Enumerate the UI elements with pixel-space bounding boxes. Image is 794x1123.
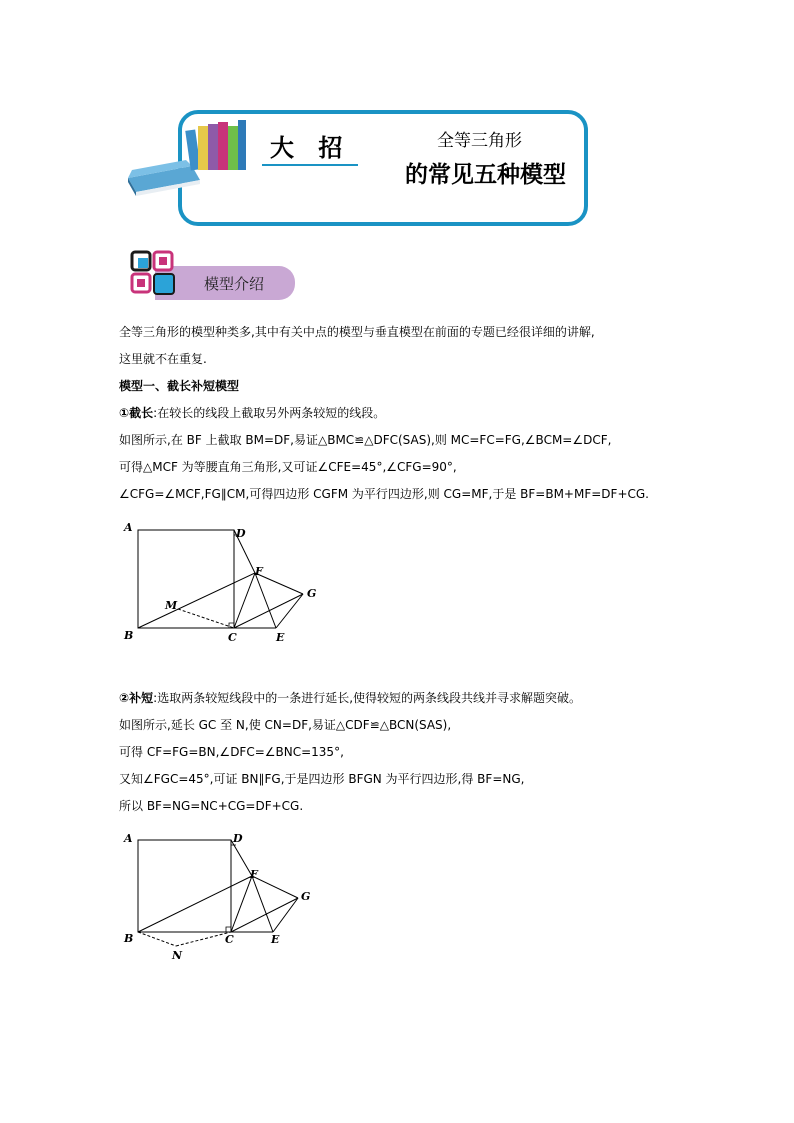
banner-divider — [262, 164, 358, 166]
cut-line-3: ∠CFG=∠MCF,FG∥CM,可得四边形 CGFM 为平行四边形,则 CG=MF,于是 BF=BM+MF=DF+CG. — [119, 487, 649, 501]
fig2-label-N: N — [172, 949, 183, 962]
extend-line-1: 如图所示,延长 GC 至 N,使 CN=DF,易证△CDF≌△BCN(SAS), — [119, 718, 452, 732]
fig1-label-A: A — [124, 521, 133, 534]
books-icon — [122, 108, 252, 198]
extend-desc: :选取两条较短线段中的一条进行延长,使得较短的两条线段共线并寻求解题突破。 — [153, 691, 582, 705]
fig2-label-D: D — [233, 832, 243, 845]
cut-label: ①截长 — [119, 406, 154, 420]
cut-line-1: 如图所示,在 BF 上截取 BM=DF,易证△BMC≌△DFC(SAS),则 MC=FC=FG,∠BCM=∠DCF, — [119, 433, 612, 447]
fig1-label-E: E — [276, 631, 285, 644]
fig2-label-E: E — [271, 933, 280, 946]
intro-line-2: 这里就不在重复. — [119, 352, 207, 366]
fig2-label-F: F — [250, 868, 258, 881]
fig1-label-B: B — [124, 629, 134, 642]
fig1-label-G: G — [307, 587, 317, 600]
extend-label: ②补短 — [119, 691, 154, 705]
fig1-label-M: M — [165, 599, 178, 612]
banner-title-top: 全等三角形 — [437, 131, 522, 151]
banner-title-bottom: 的常见五种模型 — [405, 161, 566, 188]
intro-line-1: 全等三角形的模型种类多,其中有关中点的模型与垂直模型在前面的专题已经很详细的讲解, — [119, 325, 595, 339]
fig2-label-G: G — [301, 890, 311, 903]
fig1-label-D: D — [236, 527, 246, 540]
extend-line-4: 所以 BF=NG=NC+CG=DF+CG. — [119, 799, 304, 813]
fig2-label-A: A — [124, 832, 133, 845]
fig2-label-B: B — [124, 932, 134, 945]
cut-line-2: 可得△MCF 为等腰直角三角形,又可证∠CFE=45°,∠CFG=90°, — [119, 460, 457, 474]
extend-intro — [119, 690, 581, 707]
extend-line-3: 又知∠FGC=45°,可证 BN∥FG,于是四边形 BFGN 为平行四边形,得 BF=NG, — [119, 772, 525, 786]
figure-1 — [110, 515, 330, 650]
section-label: 模型介绍 — [204, 275, 265, 293]
figure2-square — [138, 840, 231, 932]
cut-intro — [119, 405, 385, 422]
fig1-label-F: F — [255, 565, 263, 578]
fig1-label-C: C — [228, 631, 237, 644]
figure1-square — [138, 530, 234, 628]
fig2-label-C: C — [225, 933, 234, 946]
banner-title-left: 大 招 — [270, 133, 351, 162]
cut-desc: :在较长的线段上截取另外两条较短的线段。 — [153, 406, 386, 420]
figure-2 — [110, 828, 330, 968]
section-tag-icon — [130, 250, 178, 300]
model1-heading: 模型一、截长补短模型 — [119, 379, 240, 393]
extend-line-2: 可得 CF=FG=BN,∠DFC=∠BNC=135°, — [119, 745, 344, 759]
